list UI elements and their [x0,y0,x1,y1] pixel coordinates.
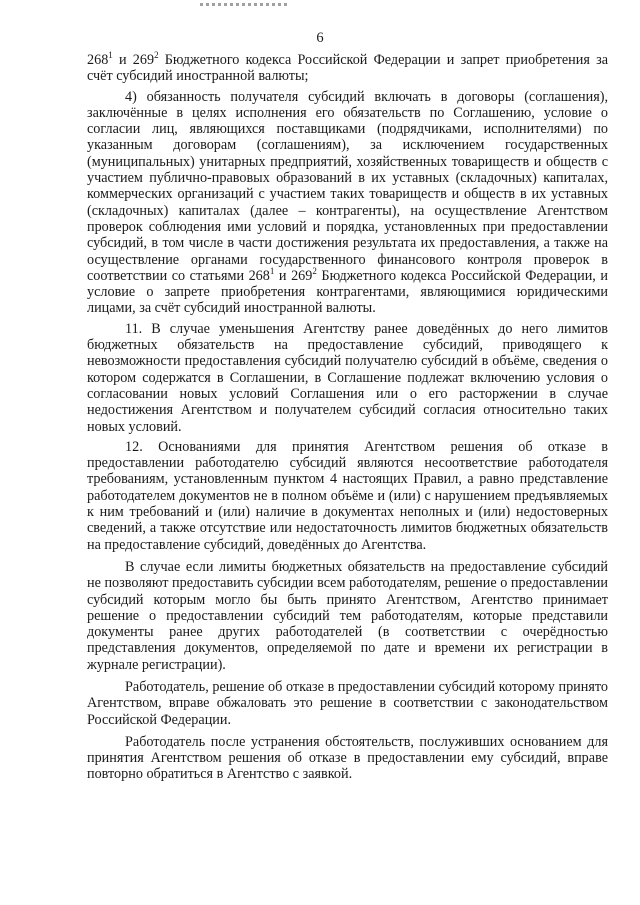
superscript: 1 [269,265,275,276]
superscript: 1 [108,50,113,60]
paragraph-p1 [87,89,608,317]
superscript: 2 [312,265,317,276]
superscript: 2 [154,50,159,60]
text-run: Работодатель после устранения обстоятельств, послуживших основанием для принятия Агентством решения об отказе в предоставлении ему субсидий, вправе повторно обратиться в Агентство с заявкой. [87,733,608,783]
text-run: Бюджетного кодекса Российской Федерации и запрет приобретения за счёт субсидий иностранной валюты; [87,52,608,85]
page-number: 6 [316,30,324,46]
paragraph-p5 [87,679,608,728]
paragraph-p3 [87,439,608,553]
paragraph-p0 [87,52,608,85]
paragraph-p2 [87,321,608,435]
text-run: Работодатель, решение об отказе в предоставлении субсидий которому принято Агентством, вправе обжаловать это решение в соответствии с законодательством Российской Федерации. [87,678,608,728]
paragraph-p4 [87,559,608,673]
document-body [87,52,608,787]
text-run: и 269 [112,52,155,68]
text-run: 268 [87,52,109,68]
text-run: и 269 [274,267,313,284]
text-run: 12. Основаниями для принятия Агентством решения об отказе в предоставлении работодателю субсидий являются несоответствие работодателя требованиям, установленным пунктом 4 настоящих Правил, а равно представление работодателем документов не в полном объёме и (или) с нарушением предъявляемых к ним требований и (или) наличие в документах неполных и (или) недостоверных сведений, а также отсутствие или недостаточность лимитов бюджетных обязательств на предоставление субсидий, доведённых до Агентства. [87,438,608,553]
scan-artifact [200,3,290,6]
text-run: 11. В случае уменьшения Агентству ранее доведённых до него лимитов бюджетных обязательств на предоставление субсидий, приводящего к невозможности предоставления субсидий получателю субсидий в объёме, сведения о котором содержатся в Соглашении, в Соглашение подлежат включению условия о согласовании новых условий Соглашения или о его расторжении в случае недостижения Агентством и получателем субсидий согласия относительно таких новых условий. [87,320,608,435]
text-run: Бюджетного кодекса Российской Федерации, и условие о запрете приобретения контрагентами, являющимися юридическими лицами, за счёт субсидий иностранной валюты. [87,267,608,317]
text-run: В случае если лимиты бюджетных обязательств на предоставление субсидий не позволяют предоставить субсидии всем работодателям, решение о предоставлении субсидий которым могло бы быть принято Агентством, Агентство принимает решение о предоставлении субсидий тем работодателям, которые представили документы ранее других работодателей (в соответствии с очерёдностью представления документов, определяемой по дате и времени их регистрации в журнале регистрации). [87,558,608,673]
paragraph-p6 [87,734,608,783]
text-run: 4) обязанность получателя субсидий включать в договоры (соглашения), заключённые в целях исполнения его обязательств по Соглашению, условие о согласии лиц, являющихся поставщиками (подрядчиками, исполнителями) по указанным договорам (соглашениям), за исключением государственных (муниципальных) унитарных предприятий, хозяйственных товариществ и обществ с участием публично-правовых образований в их уставных (складочных) капиталах, коммерческих организаций с участием таких товариществ и обществ в их уставных (складочных) капиталах (далее – контрагенты), на осуществление Агентством проверок соблюдения ими условий и порядка, установленных при предоставлении субсидий, в том числе в части достижения результата их предоставления, а также на осуществление органами государственного финансового контроля проверок в соответствии со статьями 268 [87,88,608,284]
